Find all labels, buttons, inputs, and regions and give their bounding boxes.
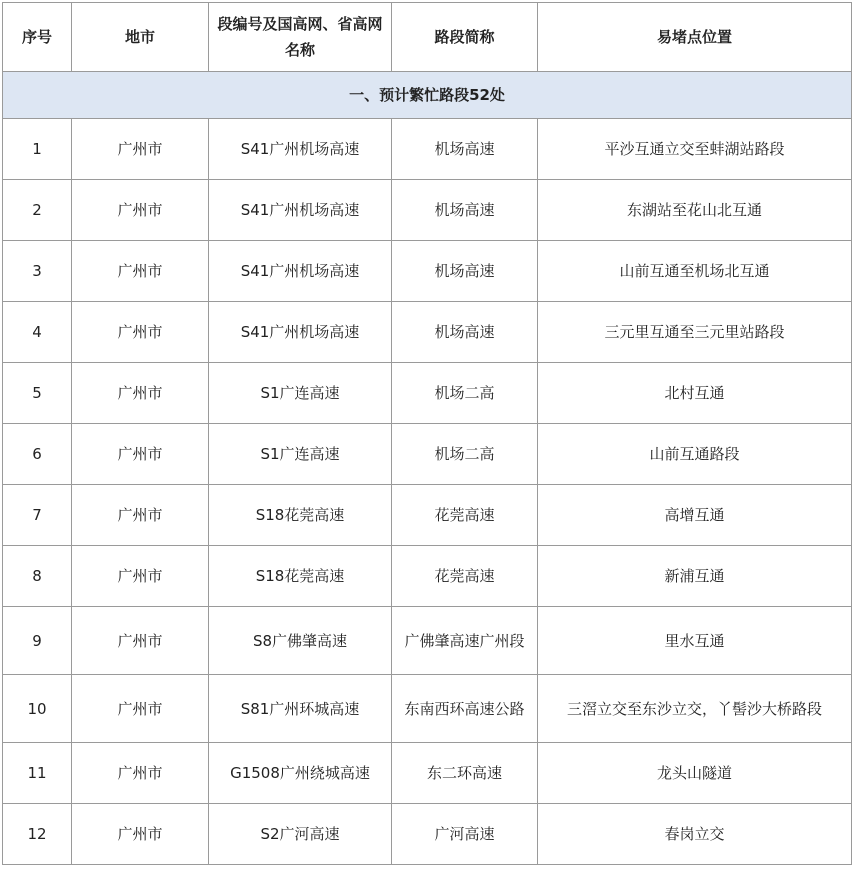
cell-city: 广州市 [72,241,209,302]
table-row [3,302,852,363]
table-row [3,804,852,865]
cell-index: 1 [3,119,72,180]
cell-road-name: S41广州机场高速 [209,180,392,241]
table-row [3,485,852,546]
cell-city: 广州市 [72,546,209,607]
cell-index: 12 [3,804,72,865]
cell-road-short: 机场二高 [392,424,538,485]
cell-location: 里水互通 [538,607,852,675]
cell-location: 春岗立交 [538,804,852,865]
cell-road-short: 机场高速 [392,180,538,241]
cell-road-short: 花莞高速 [392,485,538,546]
cell-road-name: S8广佛肇高速 [209,607,392,675]
cell-location: 龙头山隧道 [538,743,852,804]
cell-road-name: S41广州机场高速 [209,241,392,302]
cell-city: 广州市 [72,485,209,546]
cell-city: 广州市 [72,180,209,241]
header-index: 序号 [3,3,72,72]
cell-index: 7 [3,485,72,546]
cell-city: 广州市 [72,363,209,424]
table-row [3,607,852,675]
cell-road-short: 花莞高速 [392,546,538,607]
cell-location: 平沙互通立交至蚌湖站路段 [538,119,852,180]
table-row [3,546,852,607]
cell-road-short: 东二环高速 [392,743,538,804]
cell-city: 广州市 [72,675,209,743]
cell-index: 2 [3,180,72,241]
cell-road-short: 广佛肇高速广州段 [392,607,538,675]
cell-index: 11 [3,743,72,804]
cell-road-name: S1广连高速 [209,363,392,424]
header-location: 易堵点位置 [538,3,852,72]
cell-index: 4 [3,302,72,363]
table-row [3,180,852,241]
cell-location: 山前互通路段 [538,424,852,485]
cell-location: 东湖站至花山北互通 [538,180,852,241]
table-row [3,363,852,424]
cell-road-name: S41广州机场高速 [209,302,392,363]
table-row [3,675,852,743]
cell-city: 广州市 [72,302,209,363]
header-city: 地市 [72,3,209,72]
table-row [3,743,852,804]
cell-city: 广州市 [72,424,209,485]
cell-index: 8 [3,546,72,607]
cell-road-name: S1广连高速 [209,424,392,485]
cell-index: 5 [3,363,72,424]
cell-location: 山前互通至机场北互通 [538,241,852,302]
cell-city: 广州市 [72,119,209,180]
cell-road-name: S41广州机场高速 [209,119,392,180]
cell-road-short: 机场二高 [392,363,538,424]
table-row [3,241,852,302]
section-title: 一、预计繁忙路段52处 [3,72,852,119]
cell-road-short: 机场高速 [392,119,538,180]
cell-location: 北村互通 [538,363,852,424]
table-row [3,119,852,180]
section-row [3,72,852,119]
cell-index: 3 [3,241,72,302]
cell-road-name: G1508广州绕城高速 [209,743,392,804]
congestion-table [2,2,852,865]
cell-city: 广州市 [72,804,209,865]
cell-road-short: 广河高速 [392,804,538,865]
cell-road-name: S81广州环城高速 [209,675,392,743]
header-row [3,3,852,72]
cell-location: 高增互通 [538,485,852,546]
cell-location: 新浦互通 [538,546,852,607]
cell-road-short: 东南西环高速公路 [392,675,538,743]
cell-index: 9 [3,607,72,675]
cell-road-short: 机场高速 [392,241,538,302]
cell-index: 10 [3,675,72,743]
cell-road-name: S18花莞高速 [209,485,392,546]
cell-location: 三元里互通至三元里站路段 [538,302,852,363]
cell-road-name: S2广河高速 [209,804,392,865]
cell-location: 三滘立交至东沙立交，丫髻沙大桥路段 [538,675,852,743]
header-road-name: 段编号及国高网、省高网名称 [209,3,392,72]
cell-city: 广州市 [72,743,209,804]
table-row [3,424,852,485]
header-road-short: 路段简称 [392,3,538,72]
cell-city: 广州市 [72,607,209,675]
cell-road-short: 机场高速 [392,302,538,363]
cell-index: 6 [3,424,72,485]
cell-road-name: S18花莞高速 [209,546,392,607]
